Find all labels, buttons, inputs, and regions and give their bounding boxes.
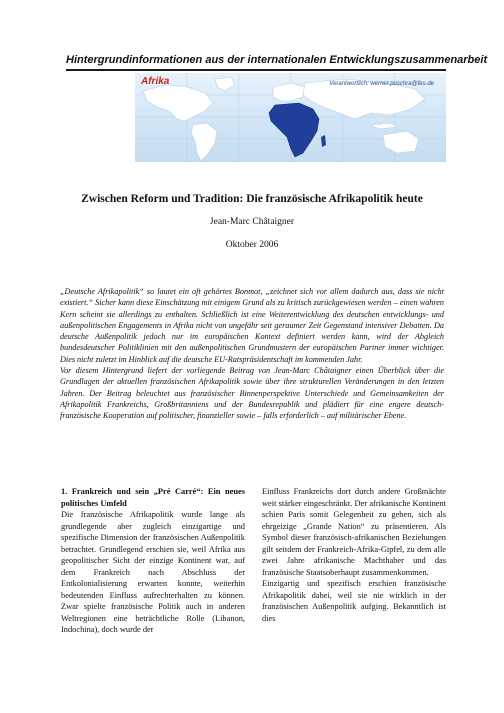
abstract-paragraph: Vor diesem Hintergrund liefert der vorliegende Beitrag von Jean-Marc Châtaigner einen Überblick über die Grundlagen der aktuellen französischen Afrikapolitik sowie über ihre strukturellen Veränderungen in den letzten Jahren. Der Beitrag beleuchtet aus französischer Binnenperspektive Unterschiede und Gemeinsamkeiten der Afrikapolitik Frankreichs, Großbritanniens und der Bundesrepublik und plädiert für eine engere deutsch-französische Kooperation auf politischer, finanzieller sowie – falls erforderlich – auf militärischer Ebene. <box>60 366 444 421</box>
publication-date: Oktober 2006 <box>225 240 279 250</box>
abstract <box>60 286 444 422</box>
body-paragraph: Die französische Afrikapolitik wurde lange als grundlegende aber zugleich einzigartige und spezifische Dimension der französischen Außenpolitik betrachtet. Grundlegend erschien sie, weil Afrika aus geopolitischer Sicht der einzige Kontinent war, auf dem Frankreich nach Abschluss der Entkolonialisierung erwarten konnte, weiterhin bedeutenden Einfluss aufrechterhalten zu können. Zwar spielte französische Politik auch in anderen Weltregionen eine beträchtliche Rolle (Libanon, Indochina), doch wurde der <box>61 510 245 634</box>
series-title: Hintergrundinformationen aus der internationalen Entwicklungszusammenarbeit <box>66 54 488 66</box>
region-label: Afrika <box>141 76 170 87</box>
body-paragraph: Einfluss Frankreichs dort durch andere Großmächte weit stärker eingeschränkt. Der afrikanische Kontinent schien Paris somit Gelegenheit zu geben, sich als ehrgeizige „Grande Nation“ zu präsentieren. Als Symbol dieser französisch-afrikanischen Beziehungen gilt seitdem der Frankreich-Afrika-Gipfel, zu dem alle zwei Jahre afrikanische Machthaber und das französische Staatsoberhaupt zusammenkommen. <box>262 487 446 577</box>
africa-highlight-shape <box>269 103 319 157</box>
right-column <box>262 486 446 624</box>
left-column <box>61 486 245 636</box>
abstract-paragraph: „Deutsche Afrikapolitik“ so lautet ein oft gehörtes Bonmot, „zeichnet sich vor allem dadurch aus, dass sie nicht existiert.“ Sicher kann diese Einschätzung mit einigem Grund als zu kritisch zurückgewiesen werden – einen wahren Kern scheint sie allerdings zu enthalten. Schließlich ist eine Weiterentwicklung des deutschen entwicklungs- und außenpolitischen Engagements in Afrika nicht von ungefähr seit geraumer Zeit Gegenstand intensiver Debatten. Da deutsche Außenpolitik jedoch nur im europäischen Kontext definiert werden kann, wird der Abgleich bundesdeutscher Politiklinien mit den außenpolitischen Grundmustern der europäischen Partner immer wichtiger. Dies nicht zuletzt im Hinblick auf die deutsche EU-Ratspräsidentschaft im kommenden Jahr. <box>60 287 444 364</box>
contact-email[interactable]: Verantwortlich: werner.puschra@fes.de <box>329 81 434 87</box>
title-underline <box>66 69 446 71</box>
header-banner <box>135 73 446 162</box>
body-paragraph: Einzigartig und spezifisch erschien französische Afrikapolitik dabei, weil sie nie wirklich in der französischen Außenpolitik aufging. Bekanntlich ist dies <box>262 579 446 623</box>
author-name: Jean-Marc Châtaigner <box>209 217 295 227</box>
document-title: Zwischen Reform und Tradition: Die französische Afrikapolitik heute <box>81 193 423 205</box>
section-heading: 1. Frankreich und sein „Pré Carré“: Ein neues politisches Umfeld <box>61 487 245 508</box>
